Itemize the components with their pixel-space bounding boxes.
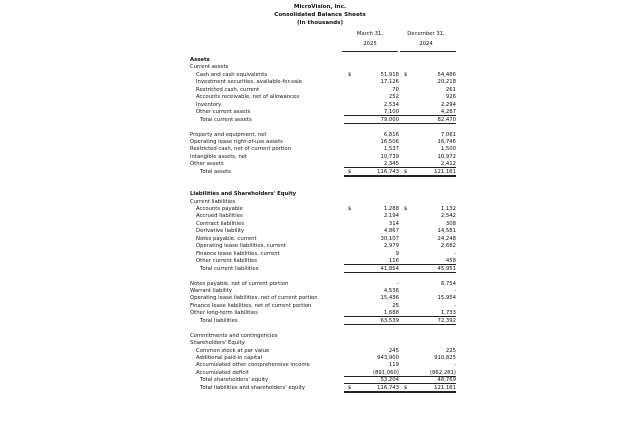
row-label: Restricted cash, net of current portion (190, 146, 292, 153)
row-label: Derivative liability (196, 228, 245, 235)
value-december-2024: 121,161 (434, 384, 456, 391)
value-march-2025: 6,816 (383, 131, 399, 138)
value-march-2025: 2,534 (383, 101, 399, 108)
value-december-2024: 121,161 (434, 168, 456, 175)
value-march-2025: 16,506 (380, 138, 399, 145)
value-december-2024: - (454, 250, 456, 257)
subtotal-rule (344, 167, 400, 168)
value-march-2025: 119 (388, 362, 399, 369)
value-december-2024: 16,746 (437, 138, 456, 145)
row-label: Total current liabilities (200, 265, 259, 272)
column-header-december-line1: December 31, (407, 31, 445, 37)
value-march-2025: 943,900 (377, 355, 399, 361)
currency-symbol: $ (348, 206, 352, 212)
value-december-2024: 82,470 (437, 116, 456, 123)
row-label: Intangible assets, net (190, 153, 248, 160)
row-label: Operating lease right-of-use assets (190, 138, 283, 145)
value-march-2025: 51,918 (380, 71, 399, 78)
row-label: Current assets (190, 64, 229, 71)
value-march-2025: 7,100 (383, 109, 399, 116)
currency-symbol: $ (348, 168, 352, 175)
value-december-2024: 225 (445, 347, 456, 354)
value-march-2025: 245 (388, 347, 399, 354)
row-label: Accumulated deficit (196, 369, 249, 376)
subtotal-rule (344, 376, 400, 377)
value-december-2024: 48,769 (437, 377, 456, 384)
value-december-2024: 72,392 (437, 317, 456, 324)
row-label: Accrued liabilities (196, 213, 243, 220)
value-december-2024: 308 (445, 220, 456, 227)
row-label: Total liabilities and shareholders' equity (200, 384, 306, 391)
value-december-2024: 7,061 (440, 131, 456, 138)
value-december-2024: 4,287 (440, 109, 456, 116)
row-label: Operating lease liabilities, current (196, 243, 286, 250)
row-label: Warrant liability (190, 287, 232, 294)
subtotal-rule (344, 264, 400, 265)
column-header-december (396, 29, 456, 49)
value-december-2024: 1,132 (440, 206, 456, 212)
value-december-2024: 24,248 (437, 235, 456, 242)
value-march-2025: 1,288 (383, 206, 399, 212)
row-label: Property and equipment, net (190, 131, 267, 138)
row-label: Inventory (196, 101, 222, 108)
row-label: Total current assets (200, 116, 252, 123)
row-label: Other assets (190, 161, 224, 168)
row-label: Assets (190, 57, 210, 63)
value-march-2025: 116,743 (377, 168, 399, 175)
row-label: Accumulated other comprehensive income (196, 362, 310, 369)
row-label: Finance lease liabilities, net of current portion (190, 302, 312, 309)
grand-total-rule (344, 391, 400, 393)
value-march-2025: 2,345 (383, 161, 399, 168)
row-label: Total shareholders' equity (200, 377, 269, 384)
row-label: Common stock at par value (196, 347, 270, 354)
subtotal-rule (344, 316, 400, 317)
row-label: Notes payable, current (196, 235, 257, 242)
value-december-2024: 2,682 (440, 243, 456, 250)
row-label: Contract liabilities (196, 220, 245, 227)
row-label: Notes payable, net of current portion (190, 280, 289, 287)
column-header-march (340, 29, 400, 49)
value-march-2025: 116 (388, 258, 399, 265)
value-december-2024: 458 (445, 258, 456, 265)
value-march-2025: 25 (392, 302, 399, 309)
value-march-2025: 10,739 (380, 153, 399, 160)
row-label: Other long-term liabilities (190, 310, 258, 317)
value-march-2025: 1,537 (383, 146, 399, 153)
subtotal-rule (344, 383, 400, 384)
value-december-2024: 45,951 (437, 265, 456, 272)
row-label: Restricted cash, current (196, 86, 260, 93)
value-december-2024: 261 (445, 86, 456, 93)
value-december-2024: (862,281) (429, 369, 456, 376)
currency-symbol: $ (404, 168, 408, 175)
column-header-december-line2: 2024 (419, 41, 433, 47)
row-label: Total assets (200, 168, 231, 175)
value-march-2025: 41,854 (380, 265, 399, 272)
subtotal-rule (400, 167, 456, 168)
value-december-2024: 910,825 (434, 355, 456, 361)
value-december-2024: 14,581 (437, 228, 456, 235)
value-march-2025: 70 (392, 86, 399, 93)
row-label: Operating lease liabilities, net of current portion (190, 295, 318, 302)
value-december-2024: 2,542 (440, 213, 456, 220)
row-label: Total liabilities (200, 317, 238, 324)
value-december-2024: 926 (445, 94, 456, 101)
header-rule-march (342, 51, 398, 52)
grand-total-rule (400, 391, 456, 393)
value-march-2025: 53,204 (380, 377, 399, 384)
header-rule-december (400, 51, 456, 52)
company-name: MicroVision, Inc. (293, 4, 347, 10)
value-march-2025: 116,743 (377, 384, 399, 391)
value-march-2025: 30,107 (380, 235, 399, 242)
row-label: Cash and cash equivalents (196, 71, 268, 78)
row-label: Current liabilities (190, 198, 236, 205)
row-label: Investment securities, available-for-sale (196, 79, 302, 86)
value-march-2025: 1,688 (383, 310, 399, 317)
currency-symbol: $ (404, 384, 408, 391)
value-march-2025: 15,436 (380, 295, 399, 302)
value-december-2024: 20,218 (437, 79, 456, 86)
currency-symbol: $ (404, 206, 408, 212)
row-label: Finance lease liabilities, current (196, 250, 280, 257)
subtotal-rule (400, 115, 456, 116)
column-header-march-line2: 2025 (363, 41, 377, 47)
value-march-2025: - (397, 280, 399, 287)
value-december-2024: - (454, 287, 456, 294)
statement-title: Consolidated Balance Sheets (274, 12, 366, 18)
row-label: Shareholders' Equity (190, 340, 245, 347)
currency-symbol: $ (348, 384, 352, 391)
value-march-2025: 63,539 (380, 317, 399, 324)
value-march-2025: 9 (395, 250, 399, 257)
value-december-2024: - (454, 362, 456, 369)
currency-symbol: $ (348, 71, 352, 78)
row-label: Accounts receivable, net of allowances (196, 94, 300, 101)
subtotal-rule (344, 115, 400, 116)
value-march-2025: 79,000 (380, 116, 399, 123)
subtotal-rule (400, 316, 456, 317)
value-december-2024: 1,733 (440, 310, 456, 317)
value-march-2025: 17,126 (380, 79, 399, 86)
value-december-2024: 10,972 (437, 153, 456, 160)
value-december-2024: 2,412 (440, 161, 456, 168)
value-march-2025: (891,060) (372, 369, 399, 376)
column-header-march-line1: March 31, (356, 31, 384, 37)
value-december-2024: 2,294 (440, 101, 456, 108)
value-december-2024: 54,486 (437, 71, 456, 78)
row-label: Additional paid-in capital (196, 355, 262, 361)
value-december-2024: - (454, 302, 456, 309)
value-december-2024: 1,500 (440, 146, 456, 153)
row-label: Commitments and contingencies (190, 332, 278, 339)
subtotal-rule (400, 264, 456, 265)
row-label: Liabilities and Shareholders' Equity (190, 191, 297, 198)
units-note: (In thousands) (296, 20, 344, 26)
subtotal-rule (400, 376, 456, 377)
currency-symbol: $ (404, 71, 408, 78)
value-december-2024: 15,954 (437, 295, 456, 302)
row-label: Other current liabilities (196, 258, 258, 265)
value-march-2025: 314 (388, 220, 399, 227)
value-march-2025: 252 (388, 94, 399, 101)
subtotal-rule (400, 383, 456, 384)
value-march-2025: 4,867 (383, 228, 399, 235)
row-label: Accounts payable (196, 206, 243, 212)
row-label: Other current assets (196, 109, 251, 116)
value-december-2024: 8,754 (440, 280, 456, 287)
value-march-2025: 4,536 (383, 287, 399, 294)
value-march-2025: 2,979 (383, 243, 399, 250)
value-march-2025: 2,194 (383, 213, 399, 220)
